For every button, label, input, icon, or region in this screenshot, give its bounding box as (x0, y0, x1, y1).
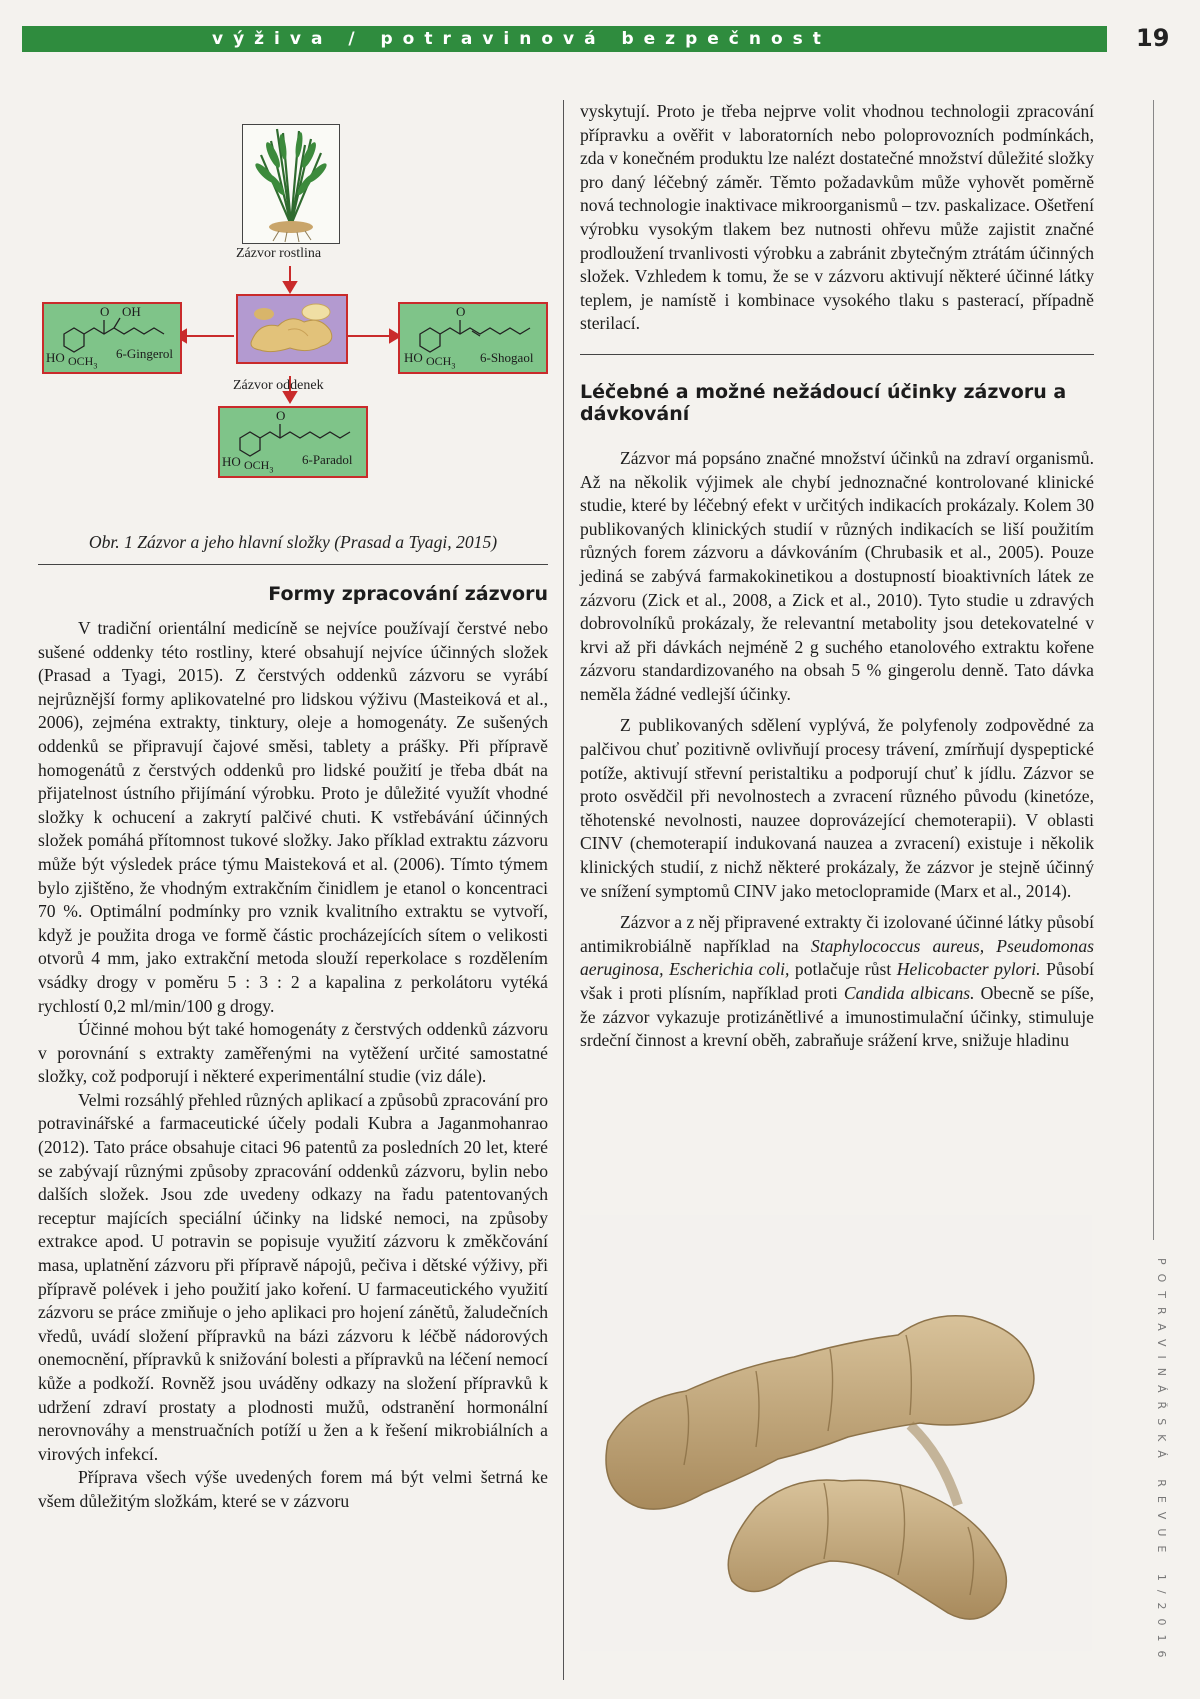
text-run: Působí však i proti plísním, například proti (580, 959, 1094, 1003)
right-paragraph-antimicrobial (580, 911, 1094, 1053)
rhizome-image (236, 294, 348, 364)
right-paragraph: Z publikovaných sdělení vyplývá, že polyfenoly zodpovědné za palčivou chuť pozitivně ovlivňují procesy trávení, zmírňují dyspeptické potíže, aktivují střevní peristaltiku a podporují chuť k jídlu. Zázvor se proto osvědčil při nevolnostech a zvracení různého původu (kinetóze, těhotenské nevolnosti, nauzee doprovázející chemoterapii). V oblasti CINV (chemoterapií indukovaná nauzea a zvracení) existuje i několik klinických studií, z nichž některé prokázaly, že zázvor je stejně účinný ve snížení symptomů CINV jako metoclopramide (Marx et al., 2014). (580, 715, 1094, 901)
gingerol-label: 6-Gingerol (116, 346, 174, 361)
text-run: Zázvor a z něj připravené extrakty či izolované účinné látky působí antimikrobiálně například na (580, 912, 1094, 956)
left-paragraph: Účinné mohou být také homogenáty z čerstvých oddenků zázvoru v porovnání s extrakty zaměřenými na vytěžení určité samostatné složky, což podporují i některé experimentální studie (viz dále). (38, 1019, 548, 1087)
left-section-heading: Formy zpracování zázvoru (268, 583, 548, 605)
shogaol-structure: O HO $OCH_3$ 6-Shogaol (398, 302, 548, 374)
left-paragraph: Velmi rozsáhlý přehled různých aplikací a způsobů zpracování pro potravinářské a farmaceutické účely podali Kubra a Jaganmohanrao (2012). Tato práce obsahuje citaci 96 patentů za posledních 20 let, které se zabývají různými způsoby zpracování oddenků zázvoru, bylin nebo dalších složek. Jsou zde uvedeny odkazy na řadu patentovaných receptur majících speciální účinky na lidské nemoci, na způsoby extrakce apod. U potravin se popisuje využití zázvoru k změkčování masa, uplatnění zázvoru při přípravě nápojů, pečiva i dětské výživy, při přípravě polévek i jeho použití jako koření. U farmaceutického využití zázvoru se práce zmiňuje o jeho aplikaci pro hojení zánětů, žaludečních vředů, uvádí složení přípravků na bázi zázvoru k léčbě nádorových onemocnění, přípravků k snižování bolesti a přípravků na léčení nemocí kůže a podkoží. Rovněž jsou uváděny odkazy na složení přípravků k udržení zdraví prostaty a plodnosti mužů, odstranění hormonální nerovnováhy a menstruačních potíží u žen a k řešení mikrobiálních a virových infekcí. (38, 1089, 548, 1464)
right-section-rule (580, 354, 1094, 355)
journal-side-label: POTRAVINÁŘSKÁ REVUE 1/2016 (1155, 1258, 1168, 1667)
side-rule-top (1153, 100, 1154, 1240)
right-top-text (580, 100, 1094, 336)
column-divider (563, 100, 564, 1680)
left-paragraph: V tradiční orientální medicíně se nejvíce používají čerstvé nebo sušené oddenky této rostliny, které obsahují nejvíce účinných složek (Prasad a Tyagi, 2015). Z čerstvých oddenků zázvoru se vyrábí nejrůznější formy aplikovatelné pro lidskou výživu (Masteiková et al., 2006), zejména extrakty, tinktury, oleje a homogenáty. Ze sušených oddenků se připravují čajové směsi, tablety a prášky. Při přípravě homogenátů z čerstvých oddenků pro lidské použití je třeba dbát na přijatelnost ústního přijímání výrobku. Proto je důležité využít vhodné složky k ochucení a zakrytí palčivé chuti. K vstřebávání účinných složek pomáhá přítomnost tukové složky. Jako příklad extraktu zázvoru může být výsledek práce týmu Maisteková et al. (2006). Tímto týmem bylo zjištěno, že vhodným extrakčním činidlem je etanol o koncentraci 70 %. Optimální podmínky pro vznik kvalitního extraktu se vytvoří, když je použita droga ve formě částic procházejících sítem o velikosti otvorů 4 mm, jako extrakční metoda slouží reperkolace s rozdělením vsádky drogy v poměru 5 : 3 : 2 a kapalina z perkolátoru vytéká rychlostí 0,2 ml/min/100 g drogy. (38, 618, 548, 1016)
left-section-rule (38, 564, 548, 565)
left-column (38, 100, 548, 1514)
figure-ginger-compounds (38, 100, 548, 552)
section-title: výživa / potravinová bezpečnost (212, 29, 831, 49)
ginger-rhizome-photo (580, 1215, 1092, 1651)
plant-label: Zázvor rostlina (236, 246, 322, 261)
right-paragraph: Zázvor má popsáno značné množství účinků na zdraví organismů. Až na několik výjimek ale chybí jednoznačné kontrolované klinické studie, které by léčebný efekt v určitých indikacích prokázaly. Kolem 30 publikovaných klinických studií v různých indikacích se liší použitím různých forem zázvoru a dávkováním (Chrubasik et al., 2005). Pouze jediná se zabývá farmakokinetikou a dostupností bioaktivních látek ze zázvoru (Zick et al., 2008, a Zick et al., 2010). Tyto studie u zdravých dobrovolníků prokázaly, že relevantní metabolity jsou detekovatelné v krvi až při dávkách nejméně 2 g suchého etanolového extraktu kořene zázvoru standardizovaného na obsah 5 % gingerolu denně. Tato dávka neměla žádné vedlejší účinky. (580, 447, 1094, 704)
text-run: Obecně se píše, že zázvor vykazuje protizánětlivé a imunostimulační účinky, stimuluje srdeční činnost a krevní oběh, zabraňuje srážení krve, snižuje hladinu (580, 983, 1094, 1051)
right-column (580, 100, 1094, 1053)
left-paragraph: Příprava všech výše uvedených forem má být velmi šetrná ke všem důležitým složkám, které se v zázvoru (38, 1467, 548, 1511)
page-number: 19 (1136, 24, 1170, 52)
shogaol-label: 6-Shogaol (480, 350, 534, 365)
right-article-text (580, 447, 1094, 1053)
species-name: Candida albicans. (843, 983, 975, 1003)
species-names: Staphylococcus aureus, Pseudomonas aeruginosa, Escherichia coli, (580, 935, 1094, 980)
paradol-label: 6-Paradol (302, 452, 353, 467)
rhizome-label: Zázvor oddenek (233, 378, 324, 393)
text-run: potlačuje růst (789, 959, 897, 980)
right-section-heading: Léčebné a možné nežádoucí účinky zázvoru a dávkování (580, 380, 1067, 425)
section-header-bar (22, 26, 1107, 52)
figure-caption: Obr. 1 Zázvor a jeho hlavní složky (Prasad a Tyagi, 2015) (88, 532, 498, 552)
gingerol-structure: O OH HO $OCH_3$ 6-Gingerol (42, 302, 182, 374)
right-paragraph-continued: vyskytují. Proto je třeba nejprve volit vhodnou technologii zpracování přípravku a ověřit v laboratorních nebo poloprovozních podmínkách, zda v konečném produktu lze nalézt dostatečné množství důležité složky pro daný léčebný záměr. Těmto požadavkům může vyhovět poměrně nová technologie inaktivace mikroorganismů – tzv. paskalizace. Ošetření výrobku vysokým tlakem bez nutnosti ohřevu může zajistit značné prodloužení trvanlivosti výrobku a zabránit zbytečným ztrátám účinných složek. Vzhledem k tomu, že se v zázvoru aktivují některé účinné látky teplem, je namístě i kombinace vysokého tlaku s pasterací, případně sterilací. (580, 101, 1094, 334)
left-article-text (38, 617, 548, 1514)
paradol-structure: O HO $OCH_3$ 6-Paradol (218, 406, 368, 478)
species-name: Helicobacter pylori. (896, 959, 1041, 980)
